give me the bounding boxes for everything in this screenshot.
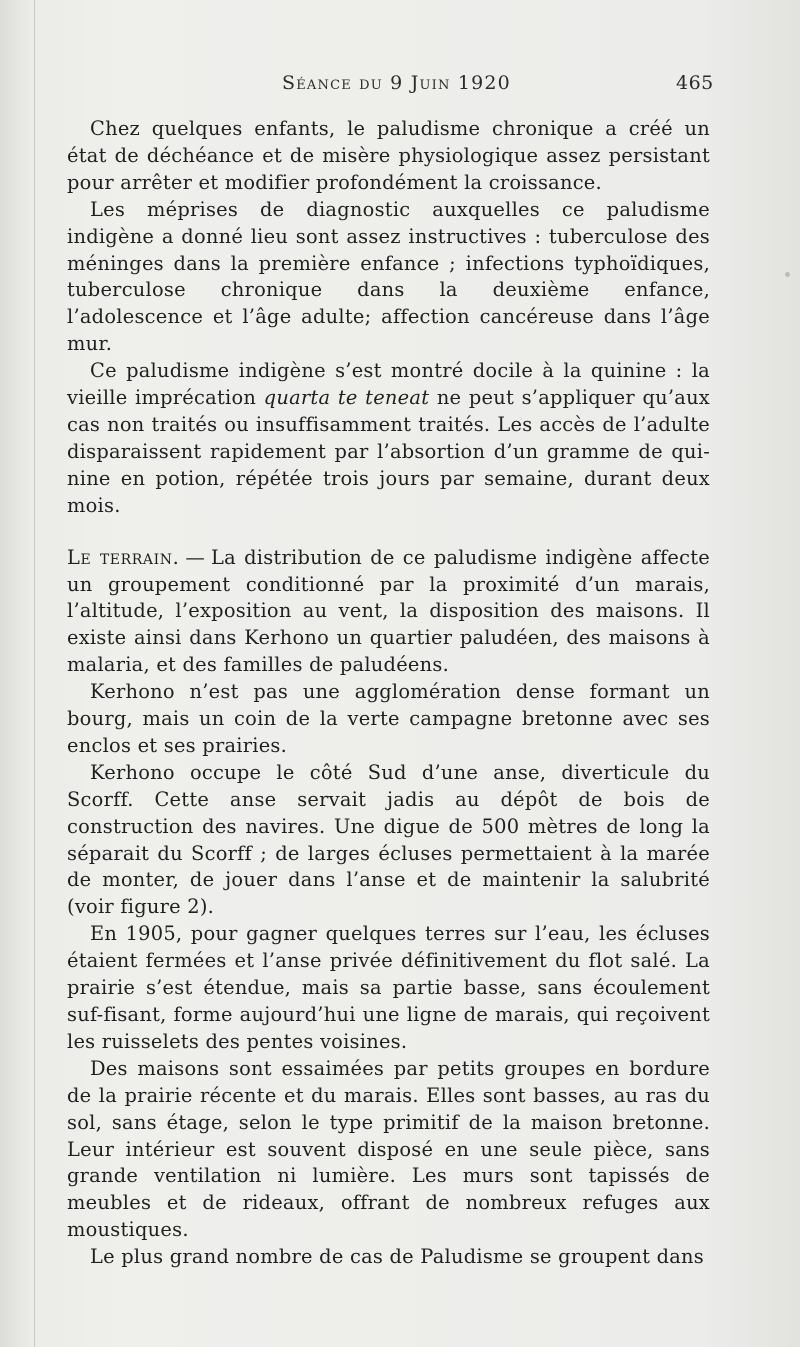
- section-dash: —: [185, 545, 205, 569]
- running-title: Séance du 9 Juin 1920: [282, 72, 511, 94]
- paragraph-3-text-a: Ce paludisme indigène s’est montré docile à la quinine : la vieille imprécation: [67, 359, 710, 410]
- paragraph-7: En 1905, pour gagner quelques terres sur l’eau, les écluses étaient fermées et l’anse privée définitivement du flot salé. La prairie s’est étendue, mais sa partie basse, sans écoulement suf-fisant, forme aujourd’hui une ligne de marais, qui reçoivent les ruisselets des pentes voisines.: [67, 922, 710, 1053]
- scan-speck: [785, 272, 790, 277]
- section-terrain-paragraph: [67, 545, 710, 680]
- running-header: [0, 68, 800, 96]
- page-edge-shadow: [34, 0, 35, 1347]
- body-text: [67, 116, 710, 1271]
- paragraph-3-text-b: ne peut s’appliquer qu’aux cas non traités ou insuffisamment traités. Les accès de l’adulte disparaissent rapidement par l’absortion d’un gramme de qui-nine en potion, répétée trois jours par semaine, durant deux mois.: [67, 386, 710, 517]
- paragraph-2: Les méprises de diagnostic auxquelles ce paludisme indigène a donné lieu sont assez instructives : tuberculose des méninges dans la première enfance ; infections typhoïdiques, tuberculose chronique dans la deuxième enfance, l’adolescence et l’âge adulte; affection cancéreuse dans l’âge mur.: [67, 197, 710, 356]
- paragraph-4-text: La distribution de ce paludisme indigène affecte un groupement conditionné par la proximité d’un marais, l’altitude, l’exposition au vent, la disposition des maisons. Il existe ainsi dans Kerhono un quartier paludéen, des maisons à malaria, et des familles de paludéens.: [67, 545, 710, 677]
- paragraph-8: Des maisons sont essaimées par petits groupes en bordure de la prairie récente et du marais. Elles sont basses, au ras du sol, sans étage, selon le type primitif de la maison bretonne. Leur intérieur est souvent disposé en une seule pièce, sans grande ventilation ni lumière. Les murs sont tapissés de meubles et de rideaux, offrant de nombreux refuges aux moustiques.: [67, 1056, 710, 1242]
- paragraph-5: Kerhono n’est pas une agglomération dense formant un bourg, mais un coin de la verte campagne bretonne avec ses enclos et ses prairies.: [67, 680, 710, 757]
- paragraph-6: Kerhono occupe le côté Sud d’une anse, diverticule du Scorff. Cette anse servait jadis au dépôt de bois de construction des navires. Une digue de 500 mètres de long la séparait du Scorff ; de larges écluses permettaient à la marée de monter, de jouer dans l’anse et de maintenir la salubrité (voir figure 2).: [67, 760, 710, 919]
- latin-quotation: quarta te teneat: [263, 386, 430, 410]
- paragraph-9: Le plus grand nombre de cas de Paludisme se groupent dans: [90, 1245, 704, 1269]
- page-number: 465: [676, 72, 714, 94]
- section-heading: Le terrain.: [67, 545, 180, 569]
- paragraph-1: Chez quelques enfants, le paludisme chronique a créé un état de déchéance et de misère physiologique assez persistant pour arrêter et modifier profondément la croissance.: [67, 117, 710, 194]
- paragraph-3: [67, 358, 710, 519]
